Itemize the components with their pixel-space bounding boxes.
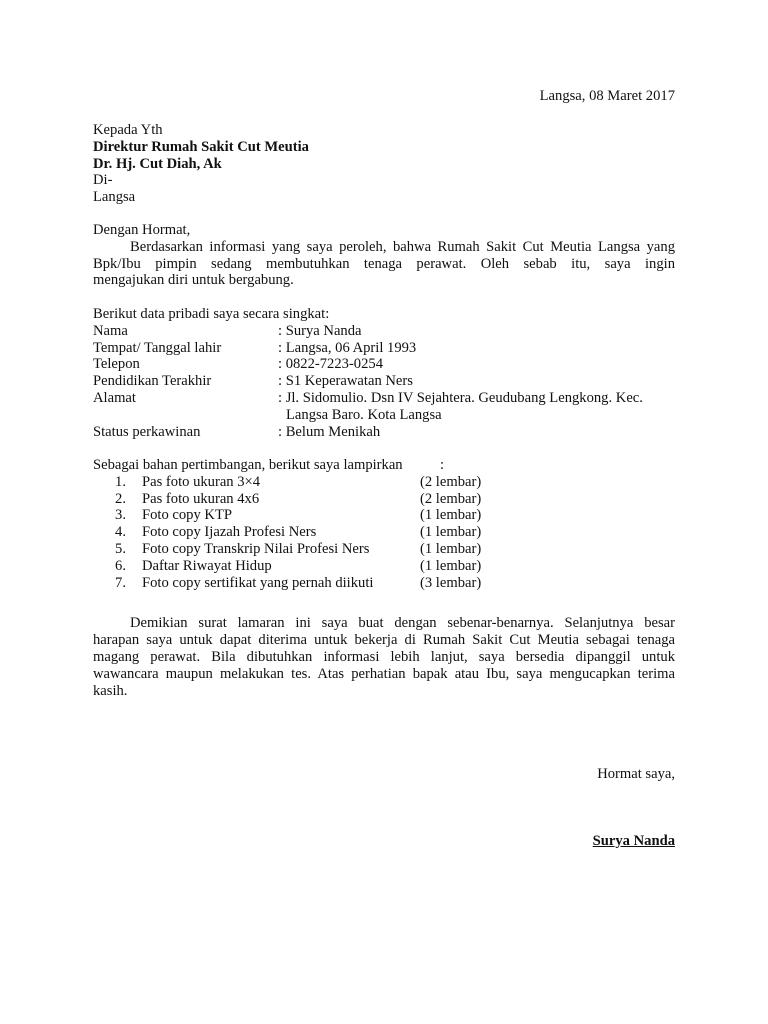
attachment-quantity: (2 lembar) <box>420 474 482 490</box>
closing-line-4: wawancara maupun melakukan tes. Atas perhatian bapak atau Ibu, saya mengucapkan terima <box>93 666 675 682</box>
attachment-quantity: (1 lembar) <box>420 541 482 557</box>
recipient-name: Dr. Hj. Cut Diah, Ak <box>93 156 222 172</box>
personal-heading: Berikut data pribadi saya secara singkat: <box>93 306 330 322</box>
personal-value-address: : Jl. Sidomulio. Dsn IV Sejahtera. Geudubang Lengkong. Kec. <box>278 390 643 406</box>
personal-value-education: : S1 Keperawatan Ners <box>278 373 413 389</box>
attachment-number: 2. <box>115 491 126 507</box>
attachment-name: Foto copy Transkrip Nilai Profesi Ners <box>142 541 370 557</box>
personal-value-marital: : Belum Menikah <box>278 424 381 440</box>
personal-label-phone: Telepon <box>93 356 140 372</box>
personal-value-birth: : Langsa, 06 April 1993 <box>278 340 417 356</box>
attachments-colon: : <box>440 457 445 473</box>
recipient-line-1: Kepada Yth <box>93 122 163 138</box>
signature-name: Surya Nanda <box>592 833 675 849</box>
attachment-quantity: (1 lembar) <box>420 558 482 574</box>
personal-label-name: Nama <box>93 323 128 339</box>
regards: Hormat saya, <box>597 766 675 782</box>
attachment-number: 7. <box>115 575 126 591</box>
personal-label-marital: Status perkawinan <box>93 424 201 440</box>
personal-value-name: : Surya Nanda <box>278 323 362 339</box>
attachment-name: Pas foto ukuran 4x6 <box>142 491 260 507</box>
attachment-name: Pas foto ukuran 3×4 <box>142 474 261 490</box>
attachment-number: 3. <box>115 507 126 523</box>
attachment-name: Foto copy Ijazah Profesi Ners <box>142 524 317 540</box>
personal-label-education: Pendidikan Terakhir <box>93 373 212 389</box>
salutation: Dengan Hormat, <box>93 222 191 238</box>
recipient-di: Di- <box>93 172 113 188</box>
attachment-name: Daftar Riwayat Hidup <box>142 558 272 574</box>
attachment-name: Foto copy sertifikat yang pernah diikuti <box>142 575 374 591</box>
attachment-quantity: (1 lembar) <box>420 524 482 540</box>
intro-line-1: Berdasarkan informasi yang saya peroleh, bahwa Rumah Sakit Cut Meutia Langsa yang <box>130 239 675 255</box>
attachment-number: 6. <box>115 558 126 574</box>
attachment-name: Foto copy KTP <box>142 507 232 523</box>
intro-line-2: Bpk/Ibu pimpin sedang membutuhkan tenaga perawat. Oleh sebab itu, saya ingin <box>93 256 675 272</box>
personal-label-birth: Tempat/ Tanggal lahir <box>93 340 222 356</box>
attachment-number: 4. <box>115 524 126 540</box>
attachment-quantity: (3 lembar) <box>420 575 482 591</box>
closing-line-5: kasih. <box>93 683 128 699</box>
recipient-institution: Direktur Rumah Sakit Cut Meutia <box>93 139 309 155</box>
attachment-number: 5. <box>115 541 126 557</box>
attachment-number: 1. <box>115 474 126 490</box>
personal-value-phone: : 0822-7223-0254 <box>278 356 383 372</box>
place-date: Langsa, 08 Maret 2017 <box>539 88 675 104</box>
attachment-quantity: (1 lembar) <box>420 507 482 523</box>
personal-label-address: Alamat <box>93 390 136 406</box>
personal-value-address-2: Langsa Baro. Kota Langsa <box>286 407 442 423</box>
closing-line-1: Demikian surat lamaran ini saya buat dengan sebenar-benarnya. Selanjutnya besar <box>130 615 675 631</box>
closing-line-2: harapan saya untuk dapat diterima untuk bekerja di Rumah Sakit Cut Meutia sebagai tenaga <box>93 632 675 648</box>
recipient-city: Langsa <box>93 189 136 205</box>
intro-line-3: mengajukan diri untuk bergabung. <box>93 272 294 288</box>
attachments-heading: Sebagai bahan pertimbangan, berikut saya lampirkan <box>93 457 403 473</box>
closing-line-3: magang perawat. Bila dibutuhkan informasi lebih lanjut, saya bersedia dipanggil untuk <box>93 649 675 665</box>
attachment-quantity: (2 lembar) <box>420 491 482 507</box>
